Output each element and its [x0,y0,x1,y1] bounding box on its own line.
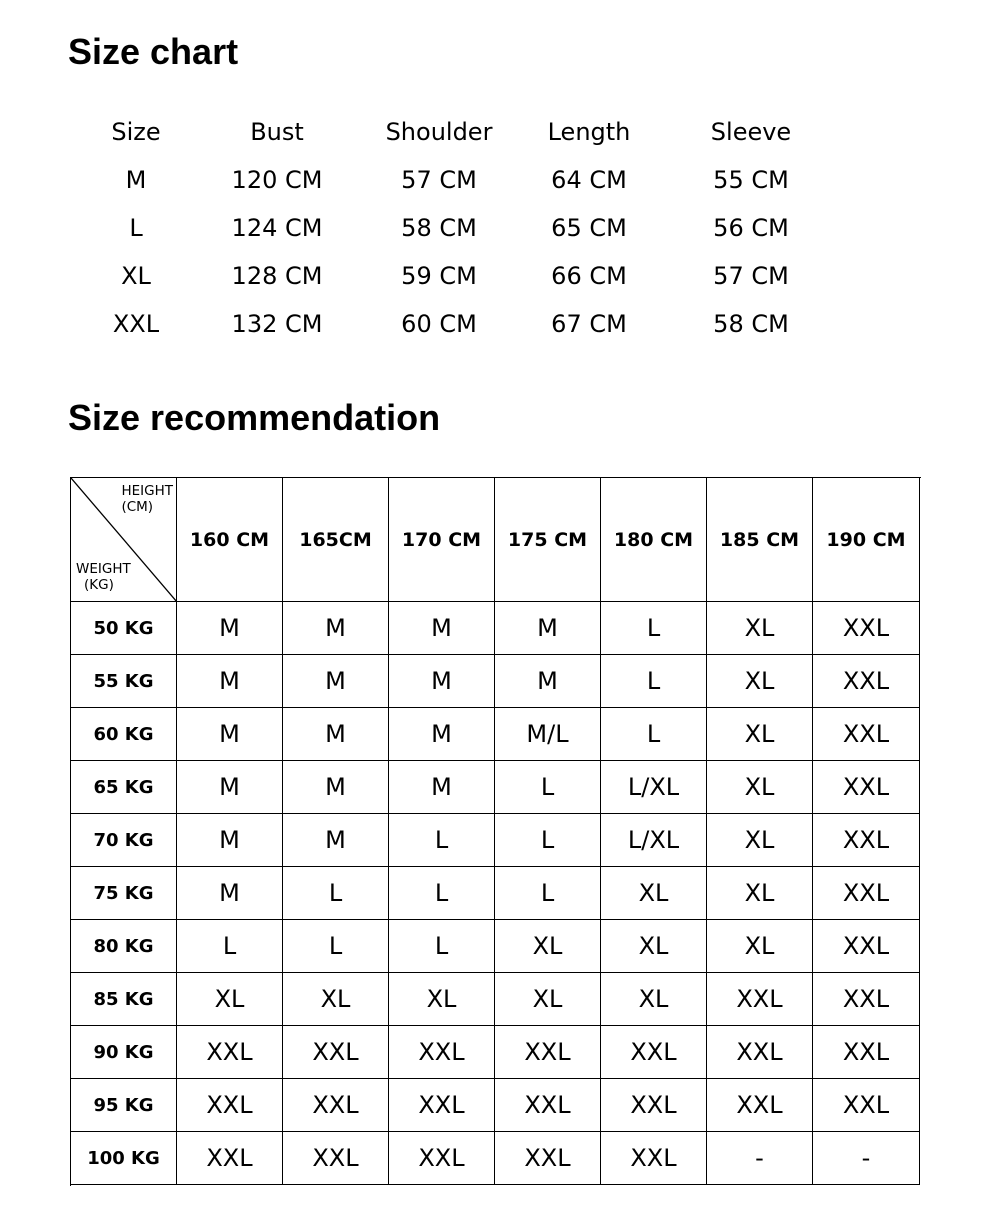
height-label: HEIGHT [121,483,173,499]
size-cell: XL [601,920,707,973]
size-chart-header-cell: Size [111,118,161,146]
size-cell: XXL [177,1079,283,1132]
size-chart-cell: M [125,166,147,194]
size-cell: L [601,708,707,761]
size-chart-cell: 65 CM [551,214,627,242]
weight-row [71,602,921,655]
height-header-cell: 165CM [283,478,389,602]
size-cell: L [283,867,389,920]
weight-label: WEIGHT [76,561,131,577]
size-cell: XXL [813,708,920,761]
weight-row [71,920,921,973]
size-cell: L [495,867,601,920]
size-chart-cell: 120 CM [231,166,323,194]
size-cell: XXL [389,1132,495,1185]
size-chart-header-cell: Shoulder [385,118,493,146]
size-cell: M [283,814,389,867]
size-cell: XXL [813,761,920,814]
size-cell: XXL [389,1026,495,1079]
size-cell: XL [707,708,813,761]
size-cell: M [389,761,495,814]
size-cell: XXL [177,1026,283,1079]
size-cell: XXL [495,1026,601,1079]
size-cell: M/L [495,708,601,761]
size-cell: XXL [283,1132,389,1185]
size-chart-cell: 128 CM [231,262,323,290]
size-cell: M [177,867,283,920]
size-chart-row [0,252,1000,300]
size-chart-cell: L [129,214,143,242]
height-header-cell: 160 CM [177,478,283,602]
height-header-cell: 170 CM [389,478,495,602]
size-cell: L [495,814,601,867]
weight-header-cell: 55 KG [71,655,177,708]
weight-unit: (KG) [84,577,114,593]
height-unit: (CM) [121,499,154,515]
weight-row [71,1132,921,1185]
size-chart-cell: 60 CM [401,310,477,338]
size-cell: L [389,867,495,920]
size-cell: XL [495,920,601,973]
weight-header-cell: 100 KG [71,1132,177,1185]
size-chart-cell: 132 CM [231,310,323,338]
size-chart-header-cell: Length [547,118,631,146]
size-cell: XXL [495,1132,601,1185]
weight-header-cell: 75 KG [71,867,177,920]
size-cell: M [283,602,389,655]
size-recommendation-title: Size recommendation [68,397,441,438]
weight-header-cell: 60 KG [71,708,177,761]
size-cell: XL [283,973,389,1026]
size-cell: XXL [707,973,813,1026]
size-chart-header-cell: Sleeve [710,118,792,146]
size-chart-cell: 55 CM [713,166,789,194]
size-chart-header-cell: Bust [250,118,304,146]
size-cell: M [177,655,283,708]
size-cell: XXL [601,1132,707,1185]
size-chart-cell: 57 CM [713,262,789,290]
size-cell: L [177,920,283,973]
weight-row [71,1079,921,1132]
size-chart-cell: 58 CM [713,310,789,338]
weight-header-cell: 65 KG [71,761,177,814]
size-cell: XXL [813,1026,920,1079]
weight-axis-label [76,561,131,593]
size-chart-table [0,108,1000,348]
size-cell: XXL [813,602,920,655]
size-cell: XL [601,867,707,920]
size-cell: XXL [813,920,920,973]
height-axis-label [121,483,173,515]
size-cell: M [283,708,389,761]
size-cell: L [601,655,707,708]
size-cell: L [601,602,707,655]
size-cell: M [177,761,283,814]
height-header-cell: 180 CM [601,478,707,602]
weight-header-cell: 80 KG [71,920,177,973]
size-cell: XXL [601,1079,707,1132]
weight-row [71,761,921,814]
size-chart-cell: XXL [112,310,160,338]
size-chart-cell: 58 CM [401,214,477,242]
size-cell: XXL [283,1026,389,1079]
size-cell: L [389,814,495,867]
size-chart-cell: 66 CM [551,262,627,290]
size-chart-cell: 59 CM [401,262,477,290]
size-cell: M [177,708,283,761]
size-cell: XXL [177,1132,283,1185]
size-cell: XXL [283,1079,389,1132]
size-cell: XXL [495,1079,601,1132]
size-chart-row [0,300,1000,348]
size-cell: - [707,1132,813,1185]
size-cell: L [495,761,601,814]
size-cell: XXL [601,1026,707,1079]
size-cell: L [389,920,495,973]
size-cell: XXL [813,814,920,867]
size-cell: XXL [707,1079,813,1132]
size-cell: M [389,602,495,655]
weight-row [71,708,921,761]
size-chart-cell: XL [121,262,151,290]
size-chart-cell: 56 CM [713,214,789,242]
size-cell: XXL [813,867,920,920]
size-cell: M [177,814,283,867]
height-header-row [71,478,921,602]
height-header-cell: 190 CM [813,478,920,602]
size-cell: XL [601,973,707,1026]
size-chart-title: Size chart [68,31,239,72]
weight-header-cell: 50 KG [71,602,177,655]
weight-row [71,1026,921,1079]
size-cell: XL [495,973,601,1026]
size-cell: XXL [389,1079,495,1132]
size-recommendation-table [70,477,921,1186]
size-cell: XL [177,973,283,1026]
weight-header-cell: 70 KG [71,814,177,867]
size-cell: XL [389,973,495,1026]
size-cell: M [495,655,601,708]
size-cell: M [495,602,601,655]
size-cell: - [813,1132,920,1185]
height-header-cell: 185 CM [707,478,813,602]
size-cell: XL [707,867,813,920]
size-cell: XL [707,761,813,814]
size-chart-row [0,156,1000,204]
size-chart-cell: 124 CM [231,214,323,242]
weight-row [71,973,921,1026]
size-cell: M [389,708,495,761]
size-cell: XXL [813,1079,920,1132]
weight-header-cell: 95 KG [71,1079,177,1132]
corner-header-cell [71,478,177,602]
size-cell: M [283,761,389,814]
size-chart-row [0,204,1000,252]
size-cell: L/XL [601,814,707,867]
size-chart-cell: 57 CM [401,166,477,194]
size-cell: XXL [707,1026,813,1079]
size-cell: XL [707,602,813,655]
size-chart-cell: 64 CM [551,166,627,194]
size-chart-cell: 67 CM [551,310,627,338]
size-cell: M [177,602,283,655]
height-header-cell: 175 CM [495,478,601,602]
weight-row [71,867,921,920]
size-chart-header [0,108,1000,156]
size-cell: XL [707,814,813,867]
weight-header-cell: 90 KG [71,1026,177,1079]
size-cell: M [283,655,389,708]
weight-row [71,814,921,867]
weight-row [71,655,921,708]
size-cell: L/XL [601,761,707,814]
size-cell: XXL [813,655,920,708]
size-cell: XL [707,920,813,973]
weight-header-cell: 85 KG [71,973,177,1026]
size-cell: M [389,655,495,708]
size-cell: L [283,920,389,973]
size-cell: XXL [813,973,920,1026]
size-cell: XL [707,655,813,708]
